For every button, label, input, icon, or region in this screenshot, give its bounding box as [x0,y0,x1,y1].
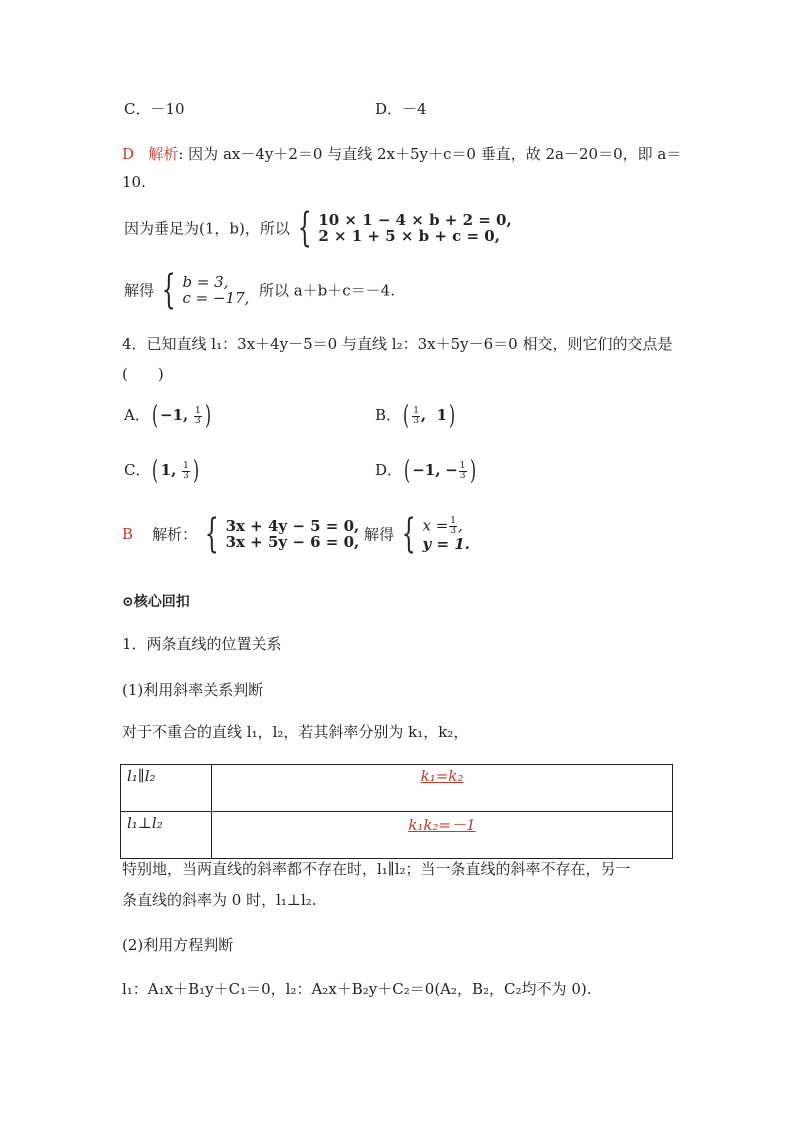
review-sub1: (1)利用斜率关系判断 [122,681,264,699]
q3-system-eq1: 10 × 1 − 4 × b + 2 = 0, [318,211,512,229]
review-special-1: 特别地，当两直线的斜率都不存在时，l₁∥l₂；当一条直线的斜率不存在，另一 [122,860,631,878]
q3-sol-eq1: b = 3, [182,273,229,291]
review-item1: 1．两条直线的位置关系 [122,635,282,653]
q3-option-d: D．－4 [375,100,427,118]
q4-analysis-label: 解析： [152,525,198,544]
table-cell: l₁⊥l₂ [121,812,212,859]
q3-solve-intro: 解得 [124,281,155,300]
q4-option-d: D．( −1, − $\frac{1}{3}$ ) [375,456,476,486]
table-cell: l₁∥l₂ [121,765,212,812]
q4-analysis: B 解析： { 3x + 4y − 5 = 0, 3x + 5y − 6 = 0, 解得 { x = $\frac{1}{3}$ , y = 1. [122,511,470,557]
q3-system-eq2: 2 × 1 + 5 × b + c = 0, [318,227,500,245]
q3-foot-intro: 因为垂足为(1，b)，所以 [124,219,290,238]
q4-system-eq1: 3x + 4y − 5 = 0, [225,517,360,535]
review-heading: ⊙核心回扣 [122,594,190,610]
q4-answer-letter: B [122,525,134,543]
review-equation-line: l₁：A₁x＋B₁y＋C₁＝0，l₂：A₂x＋B₂y＋C₂＝0(A₂，B₂，C₂均不为 0). [122,980,592,998]
q4-option-a: A．( −1, $\frac{1}{3}$ ) [124,401,211,431]
slope-relation-table [120,764,673,859]
table-row [121,812,673,859]
q4-option-c: C．( 1, $\frac{1}{3}$ ) [124,456,199,486]
table-cell: k₁k₂=－1 [212,812,673,859]
q3-analysis-cont: 10. [122,173,146,191]
q3-solution: 解得 { b = 3, c = −17, 所以 a＋b＋c＝－4. [124,267,395,313]
review-special-2: 条直线的斜率为 0 时，l₁⊥l₂. [122,891,317,909]
table-row [121,765,673,812]
q3-analysis [122,143,681,164]
table-cell: k₁=k₂ [212,765,673,812]
q3-foot-system: 因为垂足为(1，b)，所以 { 10 × 1 − 4 × b + 2 = 0, 2 × 1 + 5 × b + c = 0, [124,205,512,251]
q3-option-c: C．－10 [124,100,185,118]
review-sub2: (2)利用方程判断 [122,936,234,954]
q4-solve-intro: 解得 [364,525,395,544]
q3-analysis-label: 解析 [148,145,179,163]
q4-option-b: B．( $\frac{1}{3}$ , 1) [375,401,456,431]
q4-stem: 4．已知直线 l₁：3x＋4y－5＝0 与直线 l₂：3x＋5y－6＝0 相交，则它们的交点是 [122,335,673,353]
q3-sol-eq2: c = −17, [182,289,250,307]
q3-solve-tail: 所以 a＋b＋c＝－4. [258,281,395,300]
review-intro: 对于不重合的直线 l₁，l₂，若其斜率分别为 k₁，k₂， [122,723,469,741]
q4-blank: ( ) [122,365,164,383]
q3-analysis-text: : 因为 ax－4y＋2＝0 与直线 2x＋5y＋c＝0 垂直，故 2a－20＝0，即 a＝ [178,145,682,163]
q3-answer-letter: D [122,145,135,163]
q4-system-eq2: 3x + 5y − 6 = 0, [225,533,360,551]
